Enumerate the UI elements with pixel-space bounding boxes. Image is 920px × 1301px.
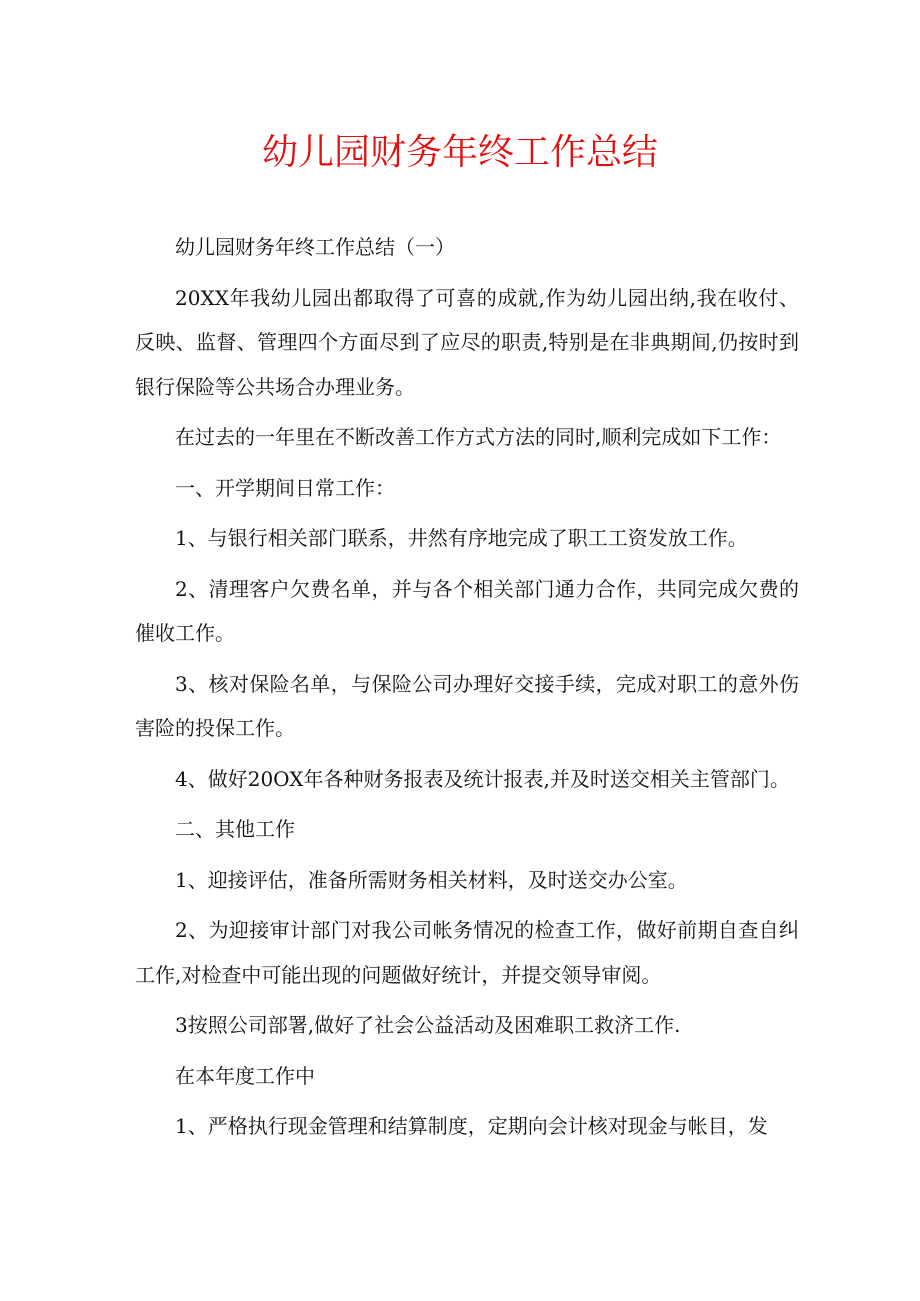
paragraph: 在过去的一年里在不断改善工作方式方法的同时,顺利完成如下工作：: [175, 425, 782, 449]
paragraph: 3按照公司部署,做好了社会公益活动及困难职工救济工作.: [175, 1013, 681, 1037]
paragraph: 一、开学期间日常工作：: [175, 475, 395, 500]
paragraph: 幼儿园财务年终工作总结（一）: [175, 235, 455, 259]
paragraph: 3、核对保险名单，与保险公司办理好交接手续，完成对职工的意外伤害险的投保工作。: [135, 671, 799, 740]
paragraph: 20XX年我幼儿园出都取得了可喜的成就,作为幼儿园出纳,我在收付、反映、监督、管理四个方面尽到了应尽的职责,特别是在非典期间,仍按时到银行保险等公共场合办理业务。: [135, 285, 799, 399]
paragraph: 4、做好20OX年各种财务报表及统计报表,并及时送交相关主管部门。: [175, 766, 790, 791]
paragraph: 1、严格执行现金管理和结算制度，定期向会计核对现金与帐目，发: [175, 1114, 768, 1138]
paragraph: 二、其他工作: [175, 817, 295, 841]
document-title: 幼儿园财务年终工作总结: [261, 132, 658, 173]
paragraph: 2、为迎接审计部门对我公司帐务情况的检查工作，做好前期自查自纠工作,对检查中可能出现的问题做好统计，并提交领导审阅。: [135, 918, 799, 987]
paragraph: 1、迎接评估，准备所需财务相关材料，及时送交办公室。: [175, 867, 688, 892]
paragraph: 2、清理客户欠费名单，并与各个相关部门通力合作，共同完成欠费的催收工作。: [135, 576, 799, 645]
paragraph: 1、与银行相关部门联系，井然有序地完成了职工工资发放工作。: [175, 526, 748, 550]
document-body: [135, 225, 799, 1155]
paragraph: 在本年度工作中: [175, 1063, 315, 1088]
